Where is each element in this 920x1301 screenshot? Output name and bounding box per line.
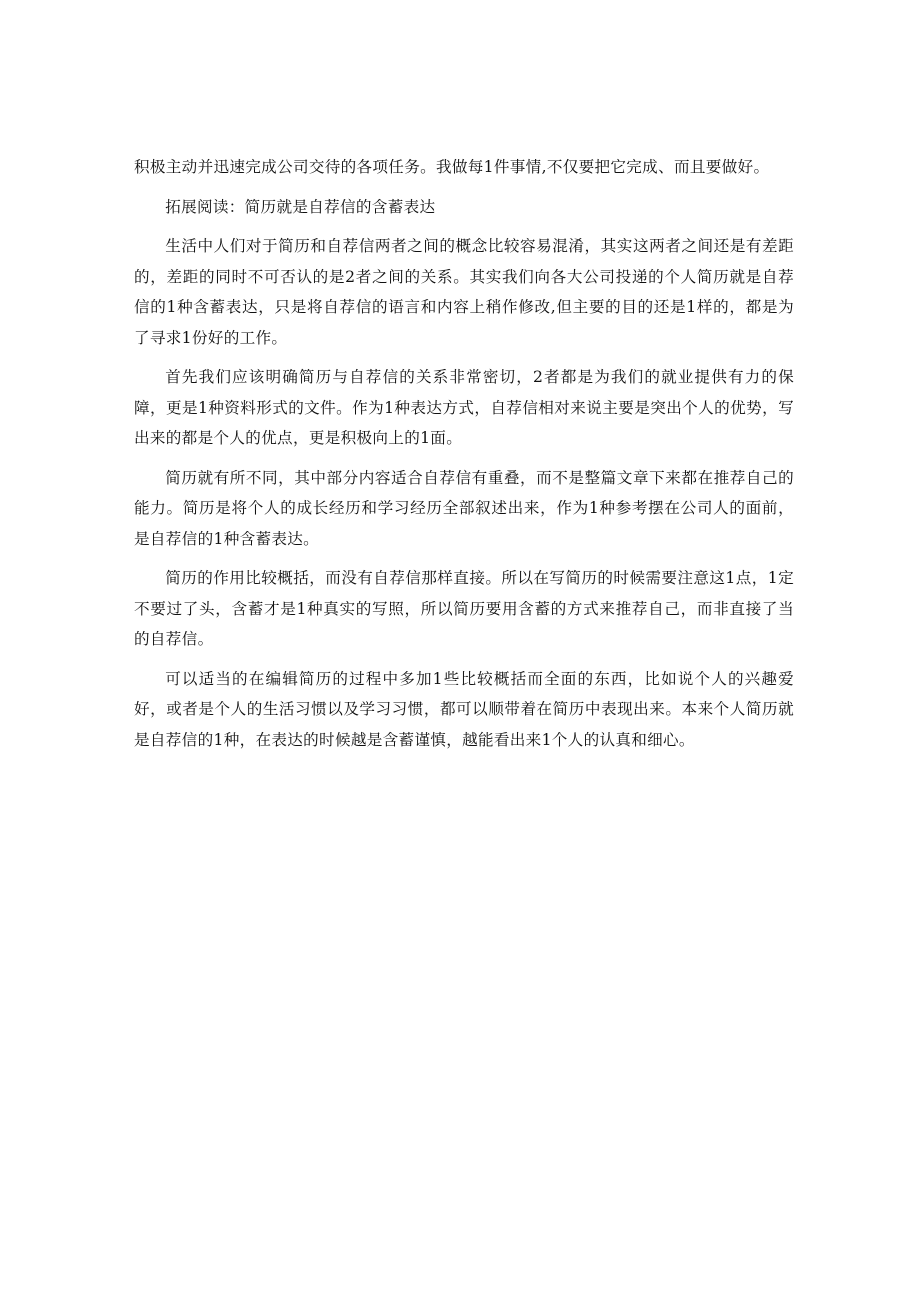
paragraph-continuation: 积极主动并迅速完成公司交待的各项任务。我做每1件事情,不仅要把它完成、而且要做好。 <box>134 158 770 176</box>
section-heading-extended-reading: 拓展阅读：简历就是自荐信的含蓄表达 <box>165 197 436 216</box>
paragraph-close-relationship: 首先我们应该明确简历与自荐信的关系非常密切，2者都是为我们的就业提供有力的保障，更是1种资料形式的文件。作为1种表达方式，自荐信相对来说主要是突出个人的优势，写出来的都是个人的优点，更是积极向上的1面。 <box>134 368 794 447</box>
paragraph-resume-differences: 简历就有所不同，其中部分内容适合自荐信有重叠，而不是整篇文章下来都在推荐自己的能力。简历是将个人的成长经历和学习经历全部叙述出来，作为1种参考摆在公司人的面前，是自荐信的1种含蓄表达。 <box>134 468 794 548</box>
paragraph-resume-editing-tips: 可以适当的在编辑简历的过程中多加1些比较概括而全面的东西，比如说个人的兴趣爱好，或者是个人的生活习惯以及学习习惯，都可以顺带着在简历中表现出来。本来个人简历就是自荐信的1种，在表达的时候越是含蓄谨慎，越能看出来1个人的认真和细心。 <box>134 669 794 749</box>
document-body <box>134 152 794 764</box>
paragraph-resume-vs-cover-letter: 生活中人们对于简历和自荐信两者之间的概念比较容易混淆，其实这两者之间还是有差距的，差距的同时不可否认的是2者之间的关系。其实我们向各大公司投递的个人简历就是自荐信的1种含蓄表达，只是将自荐信的语言和内容上稍作修改,但主要的目的还是1样的，都是为了寻求1份好的工作。 <box>134 237 794 347</box>
paragraph-resume-role: 简历的作用比较概括，而没有自荐信那样直接。所以在写简历的时候需要注意这1点，1定不要过了头，含蓄才是1种真实的写照，所以简历要用含蓄的方式来推荐自己，而非直接了当的自荐信。 <box>134 569 794 648</box>
